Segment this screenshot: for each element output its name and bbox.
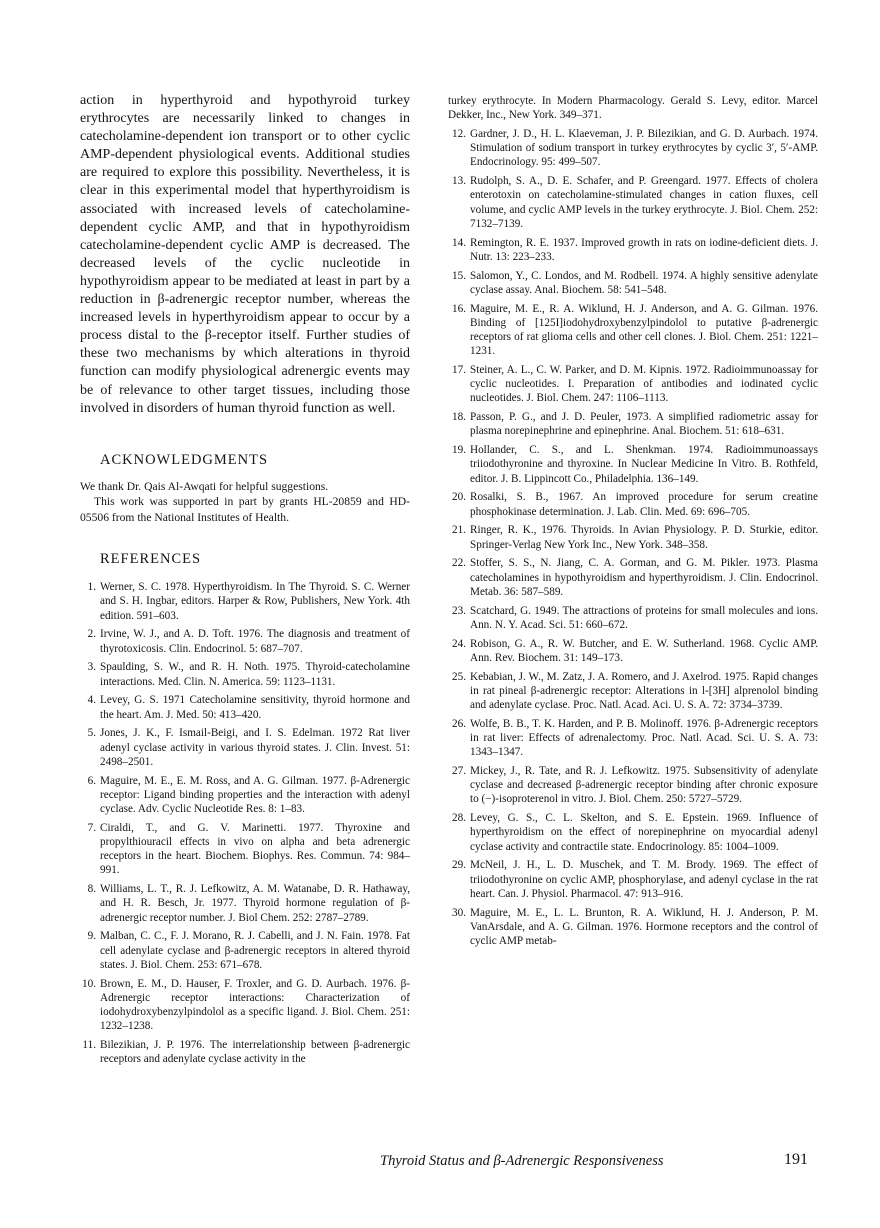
reference-text: Spaulding, S. W., and R. H. Noth. 1975. Thyroid-catecholamine interactions. Med. Clin. N. America. 59: 1123–1131. xyxy=(100,661,410,688)
reference-text: McNeil, J. H., L. D. Muschek, and T. M. Brody. 1969. The effect of triiodothyronine on cyclic AMP, phosphorylase, and adenyl cyclase in the rat heart. Can. J. Physiol. Pharmacol. 47: 913–916. xyxy=(470,859,818,900)
reference-text: Ciraldi, T., and G. V. Marinetti. 1977. Thyroxine and propylthiouracil effects in vivo on alpha and beta adrenergic receptors in the heart. Biochem. Biophys. Res. Commun. 74: 984–991. xyxy=(100,821,410,877)
reference-number: 10. xyxy=(82,977,96,990)
reference-number: 23. xyxy=(452,604,466,617)
reference-item xyxy=(80,660,410,688)
acknowledgments-heading: ACKNOWLEDGMENTS xyxy=(100,451,269,468)
running-footer-title: Thyroid Status and β-Adrenergic Responsiveness xyxy=(380,1153,664,1169)
reference-item xyxy=(80,693,410,721)
reference-text: Levey, G. S., C. L. Skelton, and S. E. Epstein. 1969. Influence of hyperthyroidism on the effect of norepinephrine on myocardial adenyl cyclase activity and contractile state. Endocrinology. 85: 1004–1009. xyxy=(470,812,818,853)
reference-number: 13. xyxy=(452,175,466,188)
reference-item xyxy=(448,174,818,231)
reference-item xyxy=(448,410,818,438)
reference-item xyxy=(448,490,818,518)
reference-item xyxy=(448,269,818,297)
reference-number: 30. xyxy=(452,906,466,919)
reference-number: 25. xyxy=(452,670,466,683)
reference-item xyxy=(80,821,410,878)
reference-text: Jones, J. K., F. Ismail-Beigi, and I. S. Edelman. 1972 Rat liver adenyl cyclase activity in various thyroid states. J. Clin. Invest. 51: 2498–2501. xyxy=(100,727,410,768)
reference-item xyxy=(448,637,818,665)
reference-item xyxy=(448,127,818,170)
funding-text: This work was supported in part by grants HL-20859 and HD-05506 from the National Institutes of Health. xyxy=(80,495,410,524)
reference-item xyxy=(80,627,410,655)
reference-item xyxy=(448,556,818,599)
reference-text: Passon, P. G., and J. D. Peuler, 1973. A simplified radiometric assay for plasma norepinephrine and epinephrine. Anal. Biochem. 51: 618–631. xyxy=(470,411,818,438)
reference-item xyxy=(80,977,410,1034)
reference-text: Williams, L. T., R. J. Lefkowitz, A. M. Watanabe, D. R. Hathaway, and H. R. Besch, Jr. 1977. Thyroid hormone regulation of β-adrenergic receptor number. J. Biol Chem. 252: 2787–2789. xyxy=(100,883,410,924)
reference-item xyxy=(448,302,818,359)
reference-number: 3. xyxy=(87,661,96,674)
reference-item xyxy=(80,774,410,817)
reference-item xyxy=(80,580,410,623)
reference-continuation: turkey erythrocyte. In Modern Pharmacology. Gerald S. Levy, editor. Marcel Dekker, Inc., New York. 349–371. xyxy=(448,95,818,122)
reference-text: Levey, G. S. 1971 Catecholamine sensitivity, thyroid hormone and the heart. Am. J. Med. 50: 413–420. xyxy=(100,694,410,721)
reference-number: 18. xyxy=(452,411,466,424)
reference-number: 5. xyxy=(87,727,96,740)
reference-number: 20. xyxy=(452,491,466,504)
body-paragraph: action in hyperthyroid and hypothyroid turkey erythrocytes are necessarily linked to changes in catecholamine-dependent ion transport or to other cyclic AMP-dependent physiological events. Additional studies are required to explore this possibility. Nevertheless, it is clear in this experimental model that hyperthyroidism is associated with increased levels of catecholamine-dependent cyclic AMP, and that in hypothyroidism catecholamine-dependent cyclic AMP is decreased. The decreased levels of the cyclic nucleotide in hypothyroidism appear to be mediated at least in part by a reduction in β-adrenergic receptor number, whereas the increased levels in hyperthyroidism appear to occur by a process distal to the β-receptor itself. Further studies of these two mechanisms by which alterations in thyroid function can modify physiological adrenergic events may be of relevance to other target tissues, including those involved in disorders of human thyroid function as well. xyxy=(80,93,410,416)
reference-text: Maguire, M. E., L. L. Brunton, R. A. Wiklund, H. J. Anderson, P. M. VanArsdale, and A. G. Gilman. 1976. Hormone receptors and the control of cyclic AMP metab- xyxy=(470,906,818,948)
reference-number: 8. xyxy=(87,883,96,896)
reference-item xyxy=(448,236,818,264)
reference-text: Malban, C. C., F. J. Morano, R. J. Cabelli, and J. N. Fain. 1978. Fat cell adenylate cyclase and β-adrenergic receptors in altered thyroid states. J. Biol. Chem. 253: 671–678. xyxy=(100,930,410,971)
reference-number: 29. xyxy=(452,859,466,872)
reference-number: 21. xyxy=(452,524,466,537)
reference-text: Rosalki, S. B., 1967. An improved procedure for serum creatine phosphokinase determination. J. Lab. Clin. Med. 69: 696–705. xyxy=(470,491,818,518)
reference-item xyxy=(448,670,818,713)
right-column xyxy=(448,94,818,953)
reference-number: 27. xyxy=(452,765,466,778)
reference-item xyxy=(448,717,818,760)
reference-item xyxy=(80,929,410,972)
reference-number: 9. xyxy=(87,930,96,943)
reference-item xyxy=(448,764,818,807)
reference-text: Salomon, Y., C. Londos, and M. Rodbell. 1974. A highly sensitive adenylate cyclase assay. Anal. Biochem. 58: 541–548. xyxy=(470,269,818,296)
reference-item xyxy=(448,363,818,406)
reference-number: 17. xyxy=(452,364,466,377)
reference-text: Werner, S. C. 1978. Hyperthyroidism. In The Thyroid. S. C. Werner and S. H. Ingbar, editors. Harper & Row, Publishers, New York. 4th edition. 591–603. xyxy=(100,581,410,622)
reference-item xyxy=(448,523,818,551)
reference-item xyxy=(448,858,818,901)
reference-number: 26. xyxy=(452,717,466,730)
reference-text: Ringer, R. K., 1976. Thyroids. In Avian Physiology. P. D. Sturkie, editor. Springer-Verlag New York Inc., New York. 348–358. xyxy=(470,524,818,551)
reference-item xyxy=(80,726,410,769)
reference-text: Bilezikian, J. P. 1976. The interrelationship between β-adrenergic receptors and adenylate cyclase activity in the xyxy=(100,1039,410,1066)
reference-text: Kebabian, J. W., M. Zatz, J. A. Romero, and J. Axelrod. 1975. Rapid changes in rat pineal β-adrenergic receptor: Alterations in l-[3H] alprenolol binding and adenylate cyclase. Proc. Natl. Acad. Aci. U. S. A. 72: 3734–3739. xyxy=(470,670,818,712)
reference-number: 15. xyxy=(452,269,466,282)
reference-list-right xyxy=(448,127,818,948)
reference-list-left xyxy=(80,580,410,1066)
reference-item xyxy=(448,811,818,854)
reference-text: Hollander, C. S., and L. Shenkman. 1974. Radioimmunoassays triiodothyronine and thyroxine. In Nuclear Medicine In Vitro. B. Rothfeld, editor. J. B. Lippincott Co., Philadelphia. 136–149. xyxy=(470,444,818,485)
reference-number: 19. xyxy=(452,444,466,457)
reference-number: 12. xyxy=(452,128,466,140)
reference-text: Maguire, M. E., R. A. Wiklund, H. J. Anderson, and A. G. Gilman. 1976. Binding of [125I]iodohydroxybenzylpindolol to putative β-adrenergic receptors of rat glioma cells and other cell clones. J. Biol. Chem. 251: 1221–1231. xyxy=(470,302,818,358)
reference-text: Robison, G. A., R. W. Butcher, and E. W. Sutherland. 1968. Cyclic AMP. Ann. Rev. Biochem. 31: 149–173. xyxy=(470,637,818,664)
reference-text: Maguire, M. E., E. M. Ross, and A. G. Gilman. 1977. β-Adrenergic receptor: Ligand binding properties and the interaction with adenyl cyclase. Adv. Cyclic Nucleotide Res. 8: 1–83. xyxy=(100,774,410,815)
reference-number: 1. xyxy=(87,581,96,594)
reference-number: 24. xyxy=(452,637,466,650)
left-column xyxy=(80,92,410,1071)
reference-number: 16. xyxy=(452,302,466,315)
reference-item xyxy=(80,1038,410,1066)
reference-text: Irvine, W. J., and A. D. Toft. 1976. The diagnosis and treatment of thyrotoxicosis. Clin. Endocrinol. 5: 687–707. xyxy=(100,628,410,655)
reference-number: 2. xyxy=(87,628,96,641)
reference-text: Remington, R. E. 1937. Improved growth in rats on iodine-deficient diets. J. Nutr. 13: 223–233. xyxy=(470,236,818,263)
acknowledgment-text: We thank Dr. Qais Al-Awqati for helpful suggestions. xyxy=(80,479,329,493)
reference-text: Gardner, J. D., H. L. Klaeveman, J. P. Bilezikian, and G. D. Aurbach. 1974. Stimulation of sodium transport in turkey erythrocytes by cyclic 3′, 5′-AMP. Endocrinology. 95: 499–507. xyxy=(470,128,818,169)
reference-text: Stoffer, S. S., N. Jiang, C. A. Gorman, and G. M. Pikler. 1973. Plasma catecholamines in hypothyroidism and hyperthyroidism. J. Clin. Endocrinol. Metab. 36: 587–589. xyxy=(470,557,818,598)
reference-number: 11. xyxy=(82,1039,96,1052)
reference-item xyxy=(80,882,410,925)
reference-item xyxy=(448,443,818,486)
reference-item xyxy=(448,604,818,632)
page-number: 191 xyxy=(784,1151,808,1168)
reference-text: Rudolph, S. A., D. E. Schafer, and P. Greengard. 1977. Effects of cholera enterotoxin on catecholamine-stimulated changes in cation fluxes, cell volume, and cyclic AMP levels in the turkey erythrocyte. J. Biol. Chem. 252: 7132–7139. xyxy=(470,175,818,230)
reference-text: Scatchard, G. 1949. The attractions of proteins for small molecules and ions. Ann. N. Y. Acad. Sci. 51: 660–672. xyxy=(470,604,818,631)
reference-text: Wolfe, B. B., T. K. Harden, and P. B. Molinoff. 1976. β-Adrenergic receptors in rat liver: Effects of adrenalectomy. Proc. Natl. Acad. Sci. U. S. A. 73: 1343–1347. xyxy=(470,717,818,759)
reference-number: 14. xyxy=(452,236,466,249)
reference-text: Brown, E. M., D. Hauser, F. Troxler, and G. D. Aurbach. 1976. β-Adrenergic receptor interactions: Characterization of iodohydroxybenzylpindolol as a specific ligand. J. Biol. Chem. 251: 1232–1238. xyxy=(100,977,410,1033)
reference-text: Mickey, J., R. Tate, and R. J. Lefkowitz. 1975. Subsensitivity of adenylate cyclase and decreased β-adrenergic receptor binding after chronic exposure to (−)-isoproterenol in vitro. J. Biol. Chem. 250: 5727–5729. xyxy=(470,765,818,806)
reference-number: 28. xyxy=(452,812,466,825)
reference-number: 7. xyxy=(87,821,96,834)
reference-item xyxy=(448,906,818,949)
reference-number: 6. xyxy=(87,774,96,787)
reference-number: 22. xyxy=(452,557,466,570)
references-heading: REFERENCES xyxy=(100,551,202,568)
reference-number: 4. xyxy=(87,694,96,707)
reference-text: Steiner, A. L., C. W. Parker, and D. M. Kipnis. 1972. Radioimmunoassay for cyclic nucleotides. I. Preparation of antibodies and iodinated cyclic nucleotides. J. Biol. Chem. 247: 1106–1113. xyxy=(470,364,818,405)
